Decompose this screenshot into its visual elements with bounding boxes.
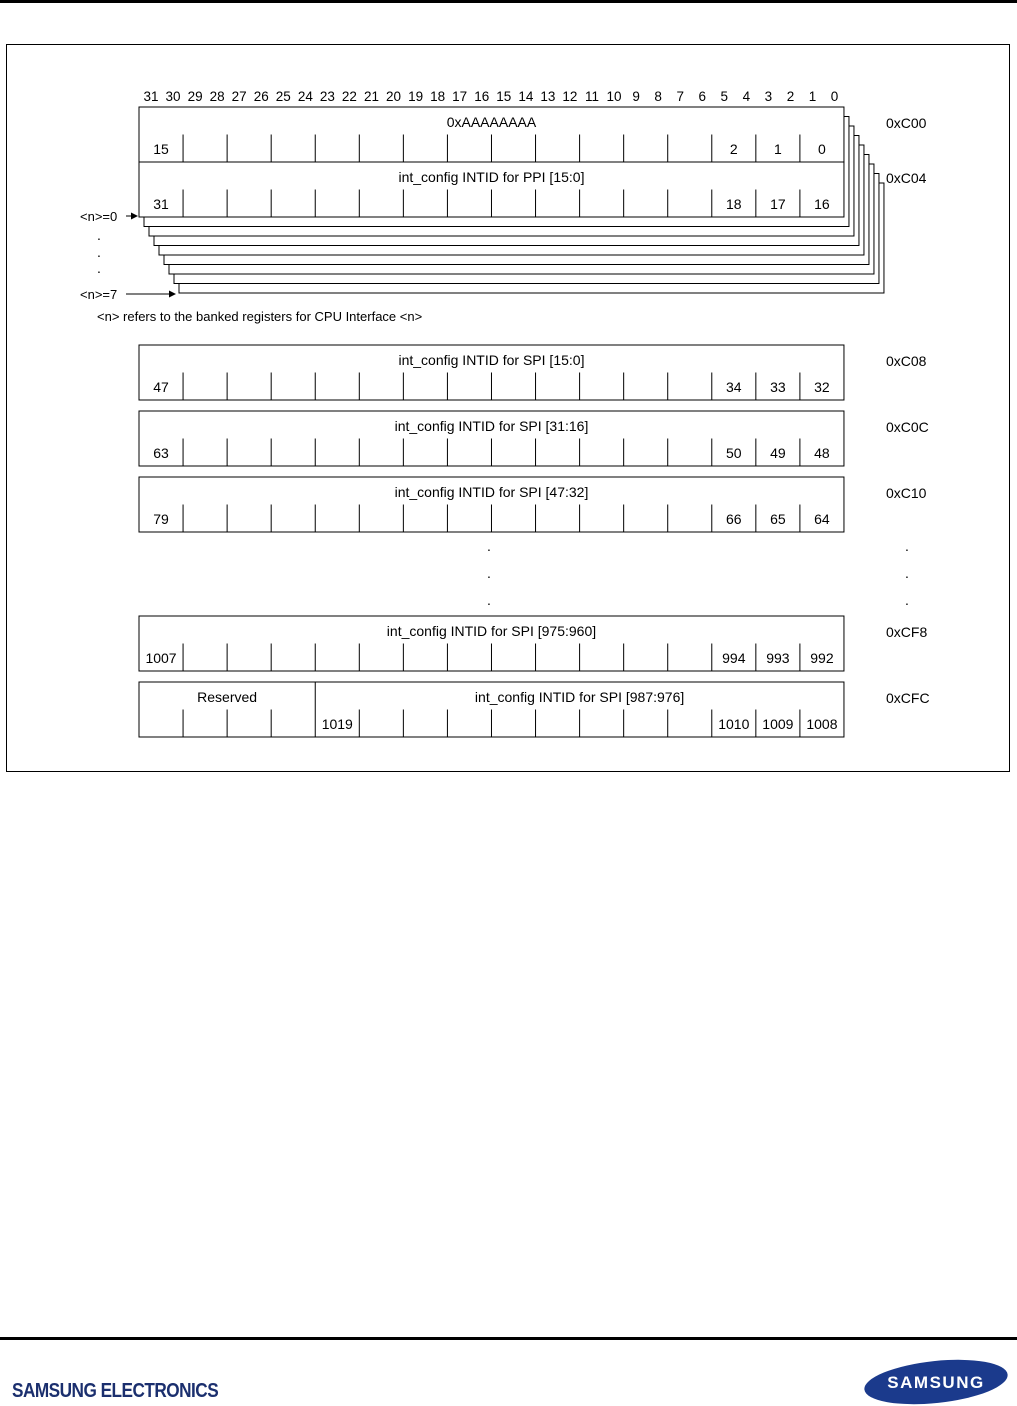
register-offset: 0xCFC <box>886 690 930 706</box>
bit-number: 30 <box>165 89 181 104</box>
n-dot-1: . <box>97 227 101 243</box>
cell-value: 1019 <box>321 716 353 732</box>
bit-number: 1 <box>808 89 817 104</box>
bit-number: 21 <box>363 89 380 104</box>
bit-number: 31 <box>143 89 159 104</box>
bit-number: 14 <box>518 89 534 104</box>
bit-number: 22 <box>341 89 357 104</box>
bit-number: 19 <box>408 89 424 104</box>
register-0xC04 <box>139 162 927 217</box>
cell-value: 47 <box>153 379 169 395</box>
cell-value: 992 <box>810 650 834 666</box>
register-0xC10 <box>139 477 927 532</box>
register-title: int_config INTID for SPI [31:16] <box>394 418 589 434</box>
last-registers <box>139 616 930 737</box>
samsung-logo <box>862 1358 1010 1406</box>
spi-registers <box>139 345 929 532</box>
register-title: int_config INTID for SPI [987:976] <box>474 689 685 705</box>
cell-value: 994 <box>722 650 746 666</box>
register-title: int_config INTID for SPI [975:960] <box>386 623 597 639</box>
bit-number-header <box>143 89 838 104</box>
cell-value: 34 <box>726 379 742 395</box>
register-0xCFC <box>139 682 930 737</box>
cell-value: 1009 <box>762 716 794 732</box>
bit-number: 2 <box>786 89 795 104</box>
bit-number: 17 <box>452 89 468 104</box>
cell-value: 1007 <box>145 650 177 666</box>
bit-number: 9 <box>632 89 640 104</box>
cell-value: 79 <box>153 511 169 527</box>
register-title: int_config INTID for SPI [47:32] <box>394 484 589 500</box>
bit-number: 7 <box>676 89 684 104</box>
offset-ellipsis-dot-3: . <box>905 592 909 608</box>
n-last-label: <n>=7 <box>80 287 118 302</box>
register-offset: 0xCF8 <box>886 624 928 640</box>
samsung-logo-text: SAMSUNG <box>887 1373 985 1392</box>
bit-number: 12 <box>562 89 578 104</box>
bit-number: 4 <box>742 89 751 104</box>
bit-number: 8 <box>654 89 662 104</box>
bit-number: 26 <box>253 89 269 104</box>
bit-number: 20 <box>386 89 402 104</box>
ellipsis-dot-1: . <box>487 538 491 554</box>
bit-number: 0 <box>830 89 839 104</box>
cell-value: 65 <box>770 511 786 527</box>
register-title: int_config INTID for PPI [15:0] <box>398 169 585 185</box>
bit-number: 6 <box>698 89 707 104</box>
bottom-rule <box>0 1337 1017 1340</box>
bit-number: 10 <box>606 89 622 104</box>
banked-registers <box>139 107 927 217</box>
bit-number: 11 <box>584 89 600 104</box>
cell-value: 49 <box>770 445 786 461</box>
cell-value: 48 <box>814 445 830 461</box>
cell-value: 1010 <box>718 716 750 732</box>
register-offset: 0xC00 <box>886 115 927 131</box>
cell-value: 18 <box>726 196 742 212</box>
cell-value: 0 <box>818 141 826 157</box>
cell-value: 31 <box>153 196 169 212</box>
register-0xC00 <box>139 107 927 162</box>
cell-value: 15 <box>153 141 169 157</box>
cell-value: 1008 <box>806 716 838 732</box>
bit-number: 25 <box>275 89 291 104</box>
banked-note: <n> refers to the banked registers for CPU Interface <n> <box>97 309 423 324</box>
register-title: int_config INTID for SPI [15:0] <box>398 352 585 368</box>
cell-value: 63 <box>153 445 169 461</box>
cell-value: 1 <box>773 141 782 157</box>
bit-number: 5 <box>720 89 729 104</box>
register-0xCF8 <box>139 616 927 671</box>
offset-ellipsis-dot-2: . <box>905 565 909 581</box>
cell-value: 50 <box>726 445 742 461</box>
footer-company-name: SAMSUNG ELECTRONICS <box>12 1380 219 1402</box>
bit-number: 24 <box>297 89 313 104</box>
cell-value: 993 <box>766 650 790 666</box>
cell-value: 33 <box>770 379 786 395</box>
cell-value: 2 <box>729 141 738 157</box>
bit-number: 28 <box>209 89 225 104</box>
n-dot-2: . <box>97 244 101 260</box>
bit-number: 3 <box>764 89 773 104</box>
ellipsis-dot-2: . <box>487 565 491 581</box>
cell-value: 66 <box>726 511 742 527</box>
bit-number: 23 <box>319 89 335 104</box>
register-offset: 0xC04 <box>886 170 927 186</box>
bit-number: 18 <box>430 89 446 104</box>
offset-ellipsis-dot-1: . <box>905 538 909 554</box>
register-0xC0C <box>139 411 929 466</box>
register-offset: 0xC10 <box>886 485 927 501</box>
bit-number: 27 <box>231 89 247 104</box>
bit-number: 16 <box>474 89 490 104</box>
register-title: 0xAAAAAAAA <box>446 114 537 130</box>
register-offset: 0xC0C <box>886 419 929 435</box>
n-dot-3: . <box>97 260 101 276</box>
bit-number: 15 <box>496 89 512 104</box>
ellipsis-dot-3: . <box>487 592 491 608</box>
bit-number: 29 <box>187 89 203 104</box>
cell-value: 17 <box>770 196 786 212</box>
cell-value: 16 <box>814 196 830 212</box>
cell-value: 32 <box>814 379 830 395</box>
bit-number: 13 <box>540 89 556 104</box>
cell-value: 64 <box>814 511 830 527</box>
reserved-label: Reserved <box>197 689 258 705</box>
register-0xC08 <box>139 345 927 400</box>
register-offset: 0xC08 <box>886 353 927 369</box>
n-first-label: <n>=0 <box>80 209 118 224</box>
